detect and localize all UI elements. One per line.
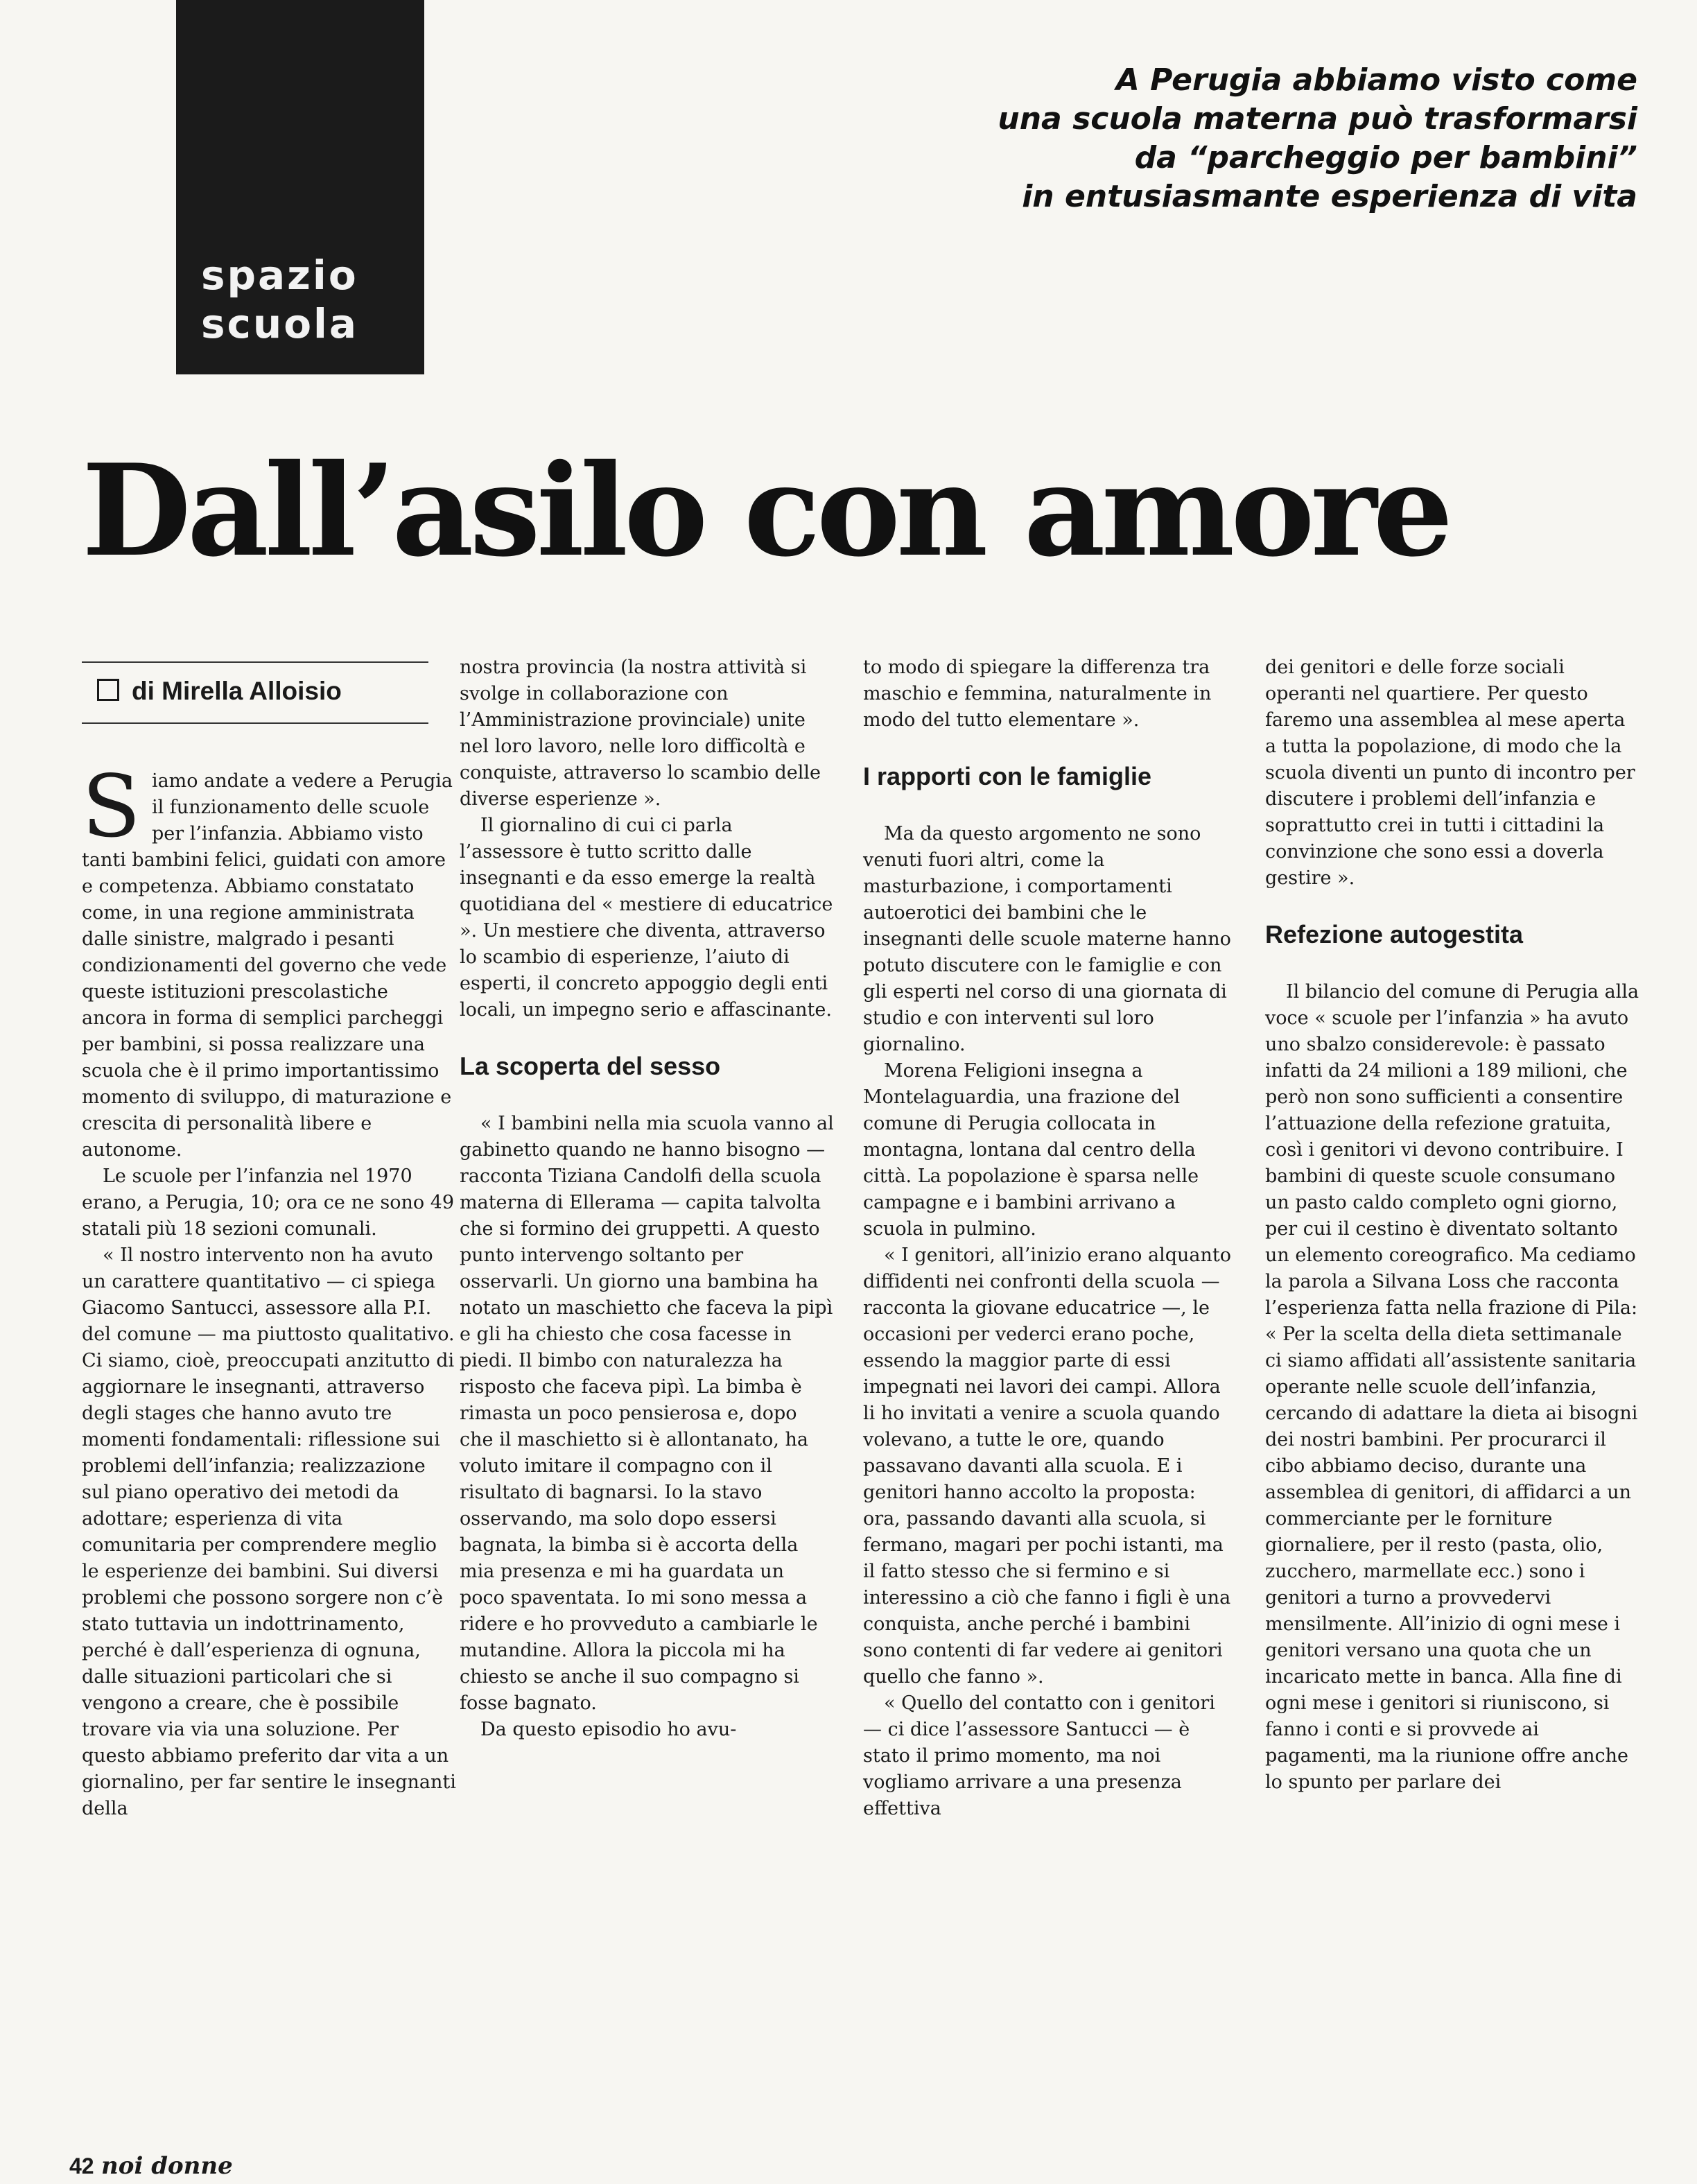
rubric-line-1: spazio: [201, 252, 358, 299]
article-paragraph: dei genitori e delle forze sociali operanti nel quartiere. Per questo faremo una assemblea al mese aperta a tutta la popolazione, di modo che la scuola diventi un punto di incontro per discutere i problemi dell’infanzia e soprattutto crei in tutti i cittadini la convinzione che sono essi a doverla gestire ».: [1265, 657, 1635, 889]
article-paragraph: to modo di spiegare la differenza tra maschio e femmina, naturalmente in modo del tutto elementare ».: [863, 657, 1212, 731]
square-bullet-icon: [97, 679, 119, 701]
byline-box: [82, 661, 428, 724]
article-paragraph: nostra provincia (la nostra attività si svolge in collaborazione con l’Amministrazione provinciale) unite nel loro lavoro, nelle loro difficoltà e conquiste, attraverso lo scambio delle diverse esperienze ».: [460, 657, 821, 810]
section-rubric: [201, 251, 358, 348]
byline-author: di Mirella Alloisio: [132, 677, 342, 705]
article-paragraph: Ma da questo argomento ne sono venuti fuori altri, come la masturbazione, i comportamenti autoerotici dei bambini che le insegnanti delle scuole materne hanno potuto discutere con le famiglie e con gli esperti nel corso di una giornata di studio e con interventi sul loro giornalino.: [863, 823, 1231, 1055]
rubric-line-2: scuola: [201, 300, 359, 347]
page-number: 42: [69, 2153, 94, 2178]
article-paragraph: Il bilancio del comune di Perugia alla voce « scuole per l’infanzia » ha avuto uno sbalzo considerevole: è passato infatti da 24 milioni a 189 milioni, che però non sono sufficienti a consentire l’attuazione della refezione gratuita, così i genitori vi devono contribuire. I bambini di queste scuole consumano un pasto caldo completo ogni giorno, per cui il cestino è diventato soltanto un elemento coreografico. Ma cediamo la parola a Silvana Loss che racconta l’esperienza fatta nella frazione di Pila: « Per la scelta della dieta settimanale ci siamo affidati all’assistente sanitaria operante nelle scuole dell’infanzia, cercando di adattare la dieta ai bisogni dei nostri bambini. Per procurarci il cibo abbiamo deciso, durante una assemblea di genitori, di affidarci a un commerciante per le forniture giornaliere, per il resto (pasta, olio, zucchero, marmellate ecc.) sono i genitori a turno a provvedervi mensilmente. All’inizio di ogni mese i genitori versano una quota che un incaricato mette in banca. Alla fine di ogni mese i genitori si riuniscono, si fanno i conti e si provvede ai pagamenti, ma la riunione offre anche lo spunto per parlare dei: [1265, 981, 1639, 1793]
deck-line-4: in entusiasmante esperienza di vita: [1022, 179, 1637, 214]
article-paragraph: « Quello del contatto con i genitori — ci dice l’assessore Santucci — è stato il primo momento, ma noi vogliamo arrivare a una presenza effettiva: [863, 1692, 1215, 1819]
article-paragraph: Da questo episodio ho avu-: [480, 1719, 737, 1740]
article-paragraph: Le scuole per l’infanzia nel 1970 erano, a Perugia, 10; ora ce ne sono 49 statali più 18 sezioni comunali.: [82, 1165, 455, 1240]
subheading: Refezione autogestita: [1265, 920, 1524, 948]
deck-line-2: una scuola materna può trasformarsi: [998, 101, 1637, 137]
magazine-logo: noi donne: [101, 2152, 233, 2180]
byline: [82, 663, 428, 722]
article-paragraph: [82, 757, 456, 1163]
byline-bottom-rule: [82, 722, 428, 724]
article-column-2: [460, 655, 834, 1743]
drop-cap: S: [82, 757, 141, 857]
article-deck: [806, 61, 1637, 216]
deck-line-3: da “parcheggio per bambini”: [1134, 140, 1637, 175]
article-paragraph: « Il nostro intervento non ha avuto un carattere quantitativo — ci spiega Giacomo Santucci, assessore alla P.I. del comune — ma piuttosto qualitativo. Ci siamo, cioè, preoccupati anzitutto di aggiornare le insegnanti, attraverso degli stages che hanno avuto tre momenti fondamentali: riflessione sui problemi dell’infanzia; realizzazione sul piano operativo dei metodi da adottare; esperienza di vita comunitaria per comprendere meglio le esperienze dei bambini. Sui diversi problemi che possono sorgere non c’è stato tuttavia un indottrinamento, perché è dall’esperienza di ognuna, dalle situazioni particolari che si vengono a creare, che è possibile trovare via via una soluzione. Per questo abbiamo preferito dar vita a un giornalino, per far sentire le insegnanti della: [82, 1245, 456, 1819]
article-paragraph: « I genitori, all’inizio erano alquanto diffidenti nei confronti della scuola — racconta la giovane educatrice —, le occasioni per vederci erano poche, essendo la maggior parte di essi impegnati nei lavori dei campi. Allora li ho invitati a venire a scuola quando volevano, a tutte le ore, quando passavano davanti alla scuola. E i genitori hanno accolto la proposta: ora, passando davanti alla scuola, si fermano, magari per pochi istanti, ma il fatto stesso che si fermino e si interessino a ciò che fanno i figli è una conquista, anche perché i bambini sono contenti di far vedere ai genitori quello che fanno ».: [863, 1245, 1231, 1688]
subheading: I rapporti con le famiglie: [863, 762, 1152, 790]
section-rubric-block: [176, 0, 424, 374]
article-column-3: [863, 655, 1237, 1822]
deck-line-1: A Perugia abbiamo visto come: [1115, 62, 1637, 98]
article-column-1: [82, 757, 456, 1822]
subheading: La scoperta del sesso: [460, 1052, 721, 1080]
article-paragraph: Il giornalino di cui ci parla l’assessore è tutto scritto dalle insegnanti e da esso emerge la realtà quotidiana del « mestiere di educatrice ». Un mestiere che diventa, attraverso lo scambio di esperienze, l’aiuto di esperti, il concreto appoggio degli enti locali, un impegno serio e affascinante.: [460, 815, 833, 1021]
article-column-4: [1265, 655, 1639, 1796]
article-paragraph: « I bambini nella mia scuola vanno al gabinetto quando ne hanno bisogno — racconta Tiziana Candolfi della scuola materna di Ellerama — capita talvolta che si formino dei gruppetti. A questo punto intervengo soltanto per osservarli. Un giorno una bambina ha notato un maschietto che faceva la pipì e gli ha chiesto che cosa facesse in piedi. Il bimbo con naturalezza ha risposto che faceva pipì. La bimba è rimasta un poco pensierosa e, dopo che il maschietto si è allontanato, ha voluto imitare il compagno con il risultato di bagnarsi. Io la stavo osservando, ma solo dopo essersi bagnata, la bimba si è accorta della mia presenza e mi ha guardata un poco spaventata. Io mi sono messa a ridere e ho provveduto a cambiarle le mutandine. Allora la piccola mi ha chiesto se anche il suo compagno si fosse bagnato.: [460, 1113, 834, 1714]
paragraph-text: iamo andate a vedere a Perugia il funzionamento delle scuole per l’infanzia. Abbiamo visto tanti bambini felici, guidati con amore e competenza. Abbiamo constatato come, in una regione amministrata dalle sinistre, malgrado i pesanti condizionamenti del governo che vede queste istituzioni prescolastiche ancora in forma di semplici parcheggi per bambini, si possa realizzare una scuola che è il primo importantissimo momento di sviluppo, di maturazione e crescita di personalità libere e autonome.: [82, 770, 453, 1161]
article-paragraph: Morena Feligioni insegna a Montelaguardia, una frazione del comune di Perugia collocata in montagna, lontana dal centro della città. La popolazione è sparsa nelle campagne e i bambini arrivano a scuola in pulmino.: [863, 1060, 1199, 1240]
page-footer: [69, 2152, 233, 2180]
article-headline: Dall’asilo con amore: [82, 436, 1450, 584]
